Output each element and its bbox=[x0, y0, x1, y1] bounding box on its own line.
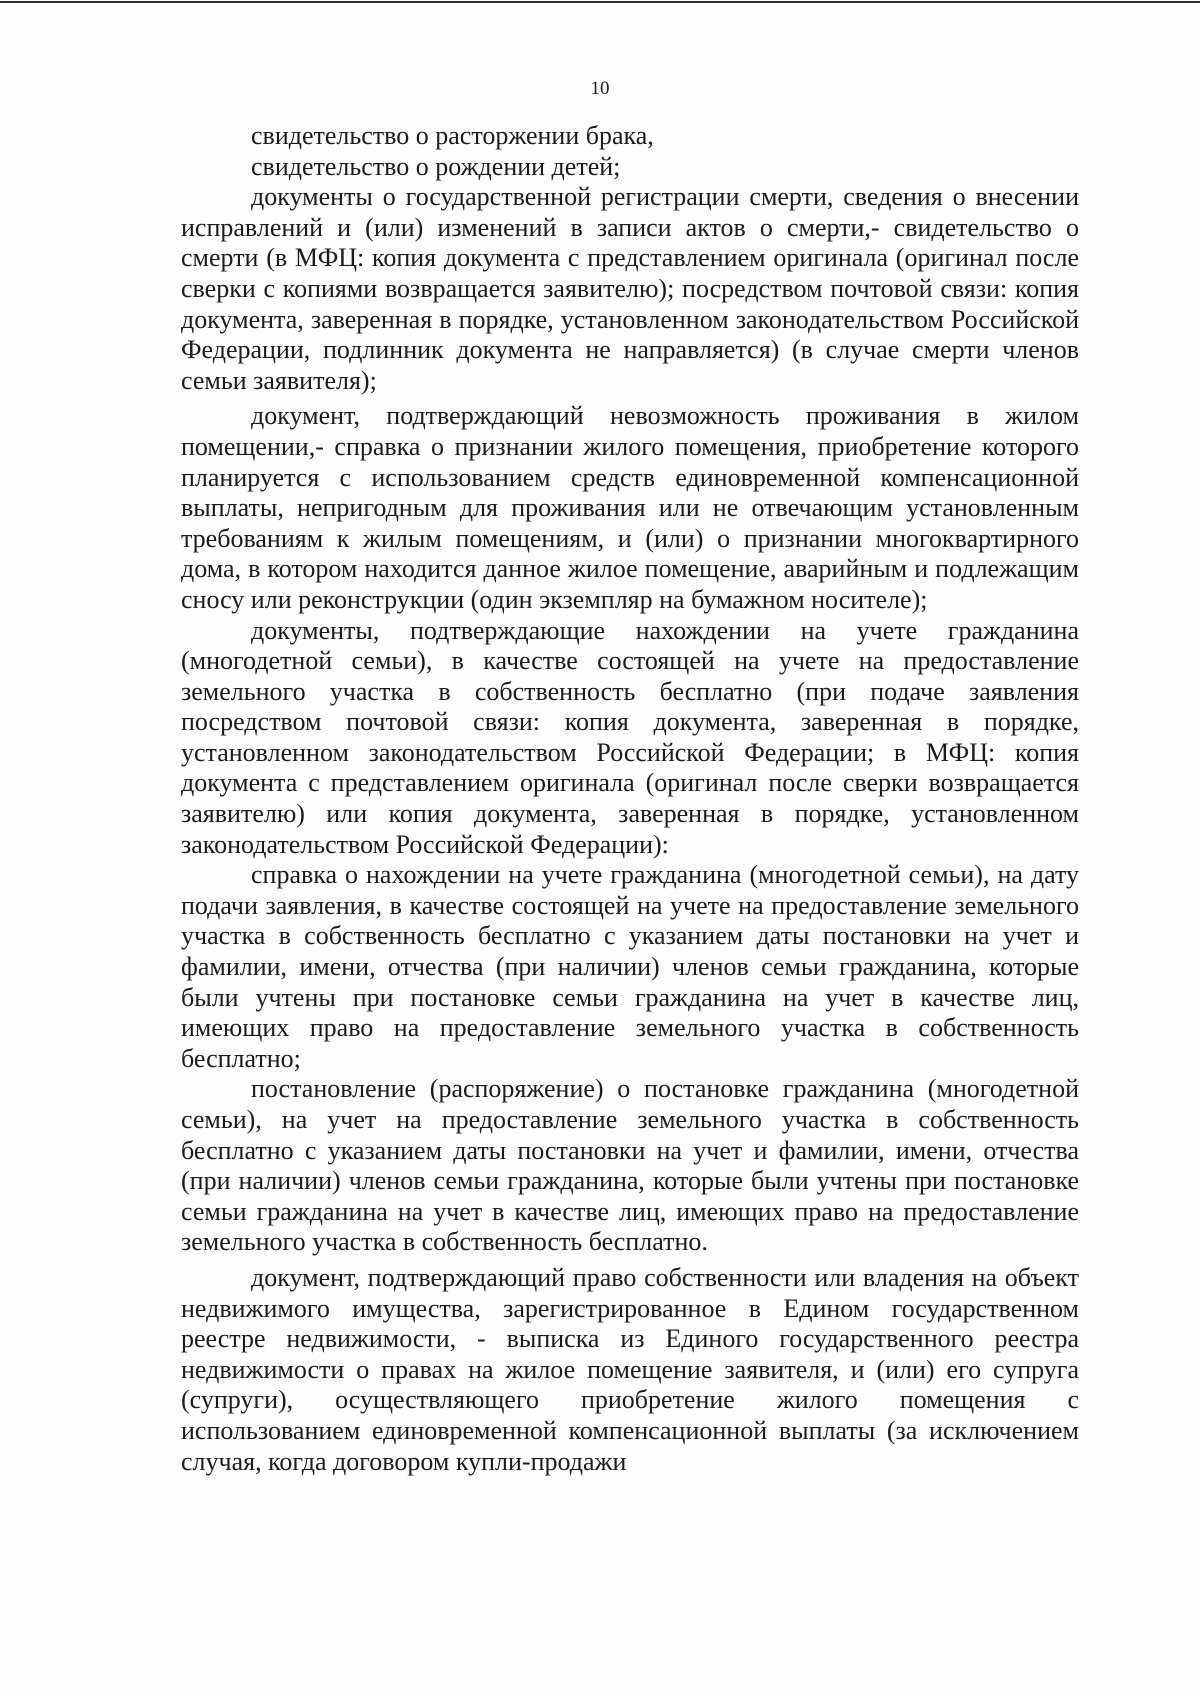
scan-edge-line bbox=[0, 1, 1200, 3]
paragraph-registry-certificate: справка о нахождении на учете гражданина (многодетной семьи), на дату подачи заявления, в качестве состоящей на учете на предоставление земельного участка в собственность бесплатно с указанием даты постановки на учет и фамилии, имени, отчества (при наличии) членов семьи гражданина, которые были учтены при постановке семьи гражданина на учет в качестве лиц, имеющих право на предоставление земельного участка в собственность бесплатно; bbox=[181, 860, 1079, 1073]
paragraph-divorce-certificate: свидетельство о расторжении брака, bbox=[251, 121, 654, 150]
paragraph-land-registry-documents: документы, подтверждающие нахождении на учете гражданина (многодетной семьи), в качестве состоящей на учете на предоставление земельного участка в собственность бесплатно (при подаче заявления посредством почтовой связи: копия документа, заверенная в порядке, установленном законодательством Российской Федерации; в МФЦ: копия документа с представлением оригинала (оригинал после сверки возвращается заявителю) или копия документа, заверенная в порядке, установленном законодательством Российской Федерации): bbox=[181, 615, 1079, 859]
paragraph-death-registration: документы о государственной регистрации смерти, сведения о внесении исправлений и (или) изменений в записи актов о смерти,- свидетельство о смерти (в МФЦ: копия документа с представлением оригинала (оригинал после сверки с копиями возвращается заявителю); посредством почтовой связи: копия документа, заверенная в порядке, установленном законодательством Российской Федерации, подлинник документа не направляется) (в случае смерти членов семьи заявителя); bbox=[181, 182, 1079, 395]
document-body bbox=[181, 121, 1079, 1477]
paragraph-housing-unfit: документ, подтверждающий невозможность проживания в жилом помещении,- справка о признании жилого помещения, приобретение которого планируется с использованием средств единовременной компенсационной выплаты, непригодным для проживания или не отвечающим установленным требованиям к жилым помещениям, и (или) о признании многоквартирного дома, в котором находится данное жилое помещение, аварийным и подлежащим сносу или реконструкции (один экземпляр на бумажном носителе); bbox=[181, 401, 1079, 614]
paragraph-registration-resolution: постановление (распоряжение) о постановке гражданина (многодетной семьи), на учет на предоставление земельного участка в собственность бесплатно с указанием даты постановки на учет и фамилии, имени, отчества (при наличии) членов семьи гражданина, которые были учтены при постановке семьи гражданина на учет в качестве лиц, имеющих право на предоставление земельного участка в собственность бесплатно. bbox=[181, 1074, 1079, 1257]
paragraph-ownership-document: документ, подтверждающий право собственности или владения на объект недвижимого имущества, зарегистрированное в Едином государственном реестре недвижимости, - выписка из Единого государственного реестра недвижимости о правах на жилое помещение заявителя, и (или) его супруга (супруги), осуществляющего приобретение жилого помещения с использованием единовременной компенсационной выплаты (за исключением случая, когда договором купли-продажи bbox=[181, 1262, 1079, 1476]
page-number: 10 bbox=[590, 78, 610, 99]
paragraph-birth-certificate: свидетельство о рождении детей; bbox=[251, 151, 621, 181]
